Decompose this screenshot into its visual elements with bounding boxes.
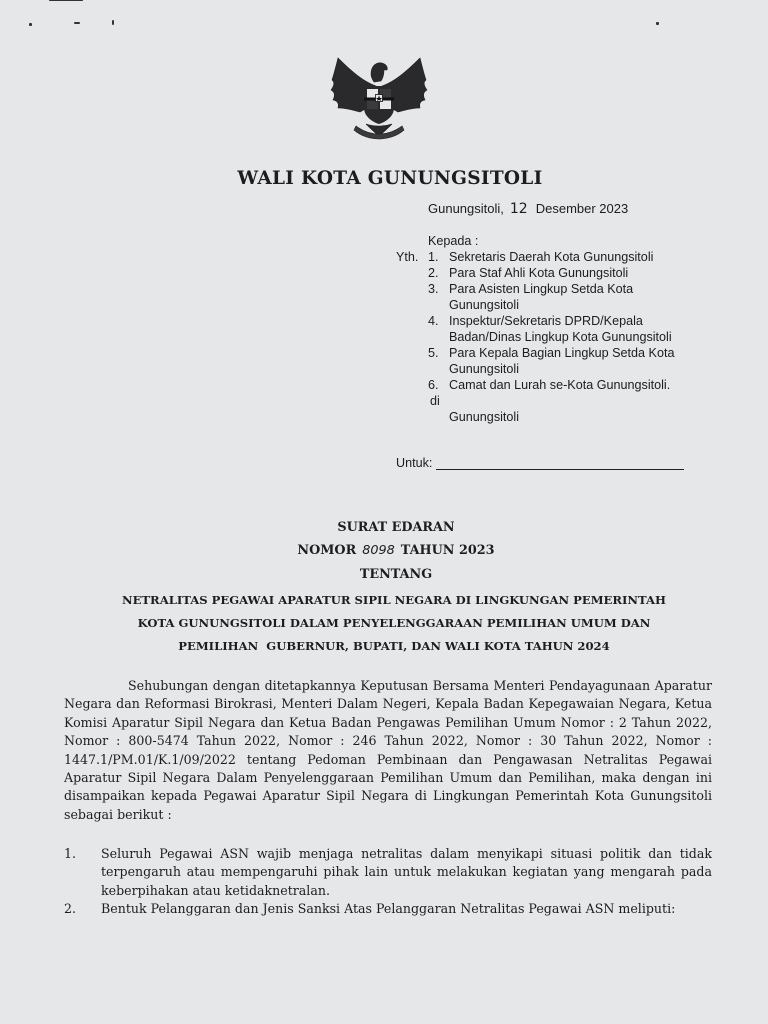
recipient-list [428, 249, 728, 393]
untuk-label: Untuk: [396, 456, 433, 470]
date-line [428, 201, 628, 217]
nomor-value-handwritten: 8098 [362, 543, 395, 558]
document-type: SURAT EDARAN [337, 520, 455, 535]
date-month-year: Desember 2023 [535, 201, 629, 216]
recipient-item: 6. Camat dan Lurah se-Kota Gunungsitoli. [428, 378, 671, 392]
subject-line: KOTA GUNUNGSITOLI DALAM PENYELENGGARAAN PEMILIHAN UMUM DAN [137, 616, 651, 630]
body-paragraph: Sehubungan dengan ditetapkannya Keputusan Bersama Menteri Pendayagunaan Aparatur Negara dan Reformasi Birokrasi, Menteri Dalam Negeri, Kepala Badan Kepegawaian Negara, Ketua Komisi Aparatur Sipil Negara dan Ketua Badan Pengawas Pemilihan Umum Nomor : 2 Tahun 2022, Nomor : 800-5474 Tahun 2022, Nomor : 246 Tahun 2022, Nomor : 30 Tahun 2022, Nomor : 1447.1/PM.01/K.1/09/2022 tentang Pedoman Pembinaan dan Pengawasan Netralitas Pegawai Aparatur Sipil Negara Dalam Penyelenggaraan Pemilihan Umum dan Pemilihan, maka dengan ini disampaikan kepada Pegawai Aparatur Sipil Negara di Lingkungan Pemerintah Kota Gunungsitoli sebagai berikut : [64, 678, 712, 822]
tentang-label: TENTANG [359, 567, 433, 582]
garuda-emblem-icon [326, 52, 432, 142]
nomor-prefix: NOMOR [297, 543, 357, 558]
subject-line: NETRALITAS PEGAWAI APARATUR SIPIL NEGARA DI LINGKUNGAN PEMERINTAH [122, 593, 666, 607]
recipient-item: 3. Para Asisten Lingkup Setda Kota Gunungsitoli [428, 282, 634, 312]
date-day-handwritten: 12 [509, 201, 528, 217]
subject-line: PEMILIHAN GUBERNUR, BUPATI, DAN WALI KOTA TAHUN 2024 [178, 639, 610, 653]
list-item: 1. Seluruh Pegawai ASN wajib menjaga netralitas dalam menyikapi situasi politik dan tidak terpengaruh atau mempengaruhi pihak lain untuk melakukan kegiatan yang mengarah pada keberpihakan atau ketidaknetralan. [64, 846, 712, 898]
yth-label: Yth. [396, 250, 419, 264]
untuk-blank-line [436, 457, 684, 470]
letterhead-title: WALI KOTA GUNUNGSITOLI [237, 168, 543, 189]
date-place: Gunungsitoli, [428, 201, 504, 216]
list-item: 2. Bentuk Pelanggaran dan Jenis Sanksi Atas Pelanggaran Netralitas Pegawai ASN meliputi: [64, 901, 676, 917]
numbered-list [64, 845, 712, 919]
recipient-item: 5. Para Kepala Bagian Lingkup Setda Kota Gunungsitoli [428, 346, 675, 376]
document-number [0, 543, 768, 558]
di-label: di [430, 394, 440, 408]
recipient-item: 4. Inspektur/Sekretaris DPRD/Kepala Badan/Dinas Lingkup Kota Gunungsitoli [428, 314, 672, 344]
kepada-label: Kepada : [428, 234, 479, 248]
di-place: Gunungsitoli [449, 410, 520, 424]
recipient-item: 2. Para Staf Ahli Kota Gunungsitoli [428, 266, 629, 280]
subject-heading [60, 589, 728, 658]
untuk-field [396, 456, 684, 470]
nomor-suffix: TAHUN 2023 [400, 543, 495, 558]
recipient-item: 1. Sekretaris Daerah Kota Gunungsitoli [428, 250, 654, 264]
